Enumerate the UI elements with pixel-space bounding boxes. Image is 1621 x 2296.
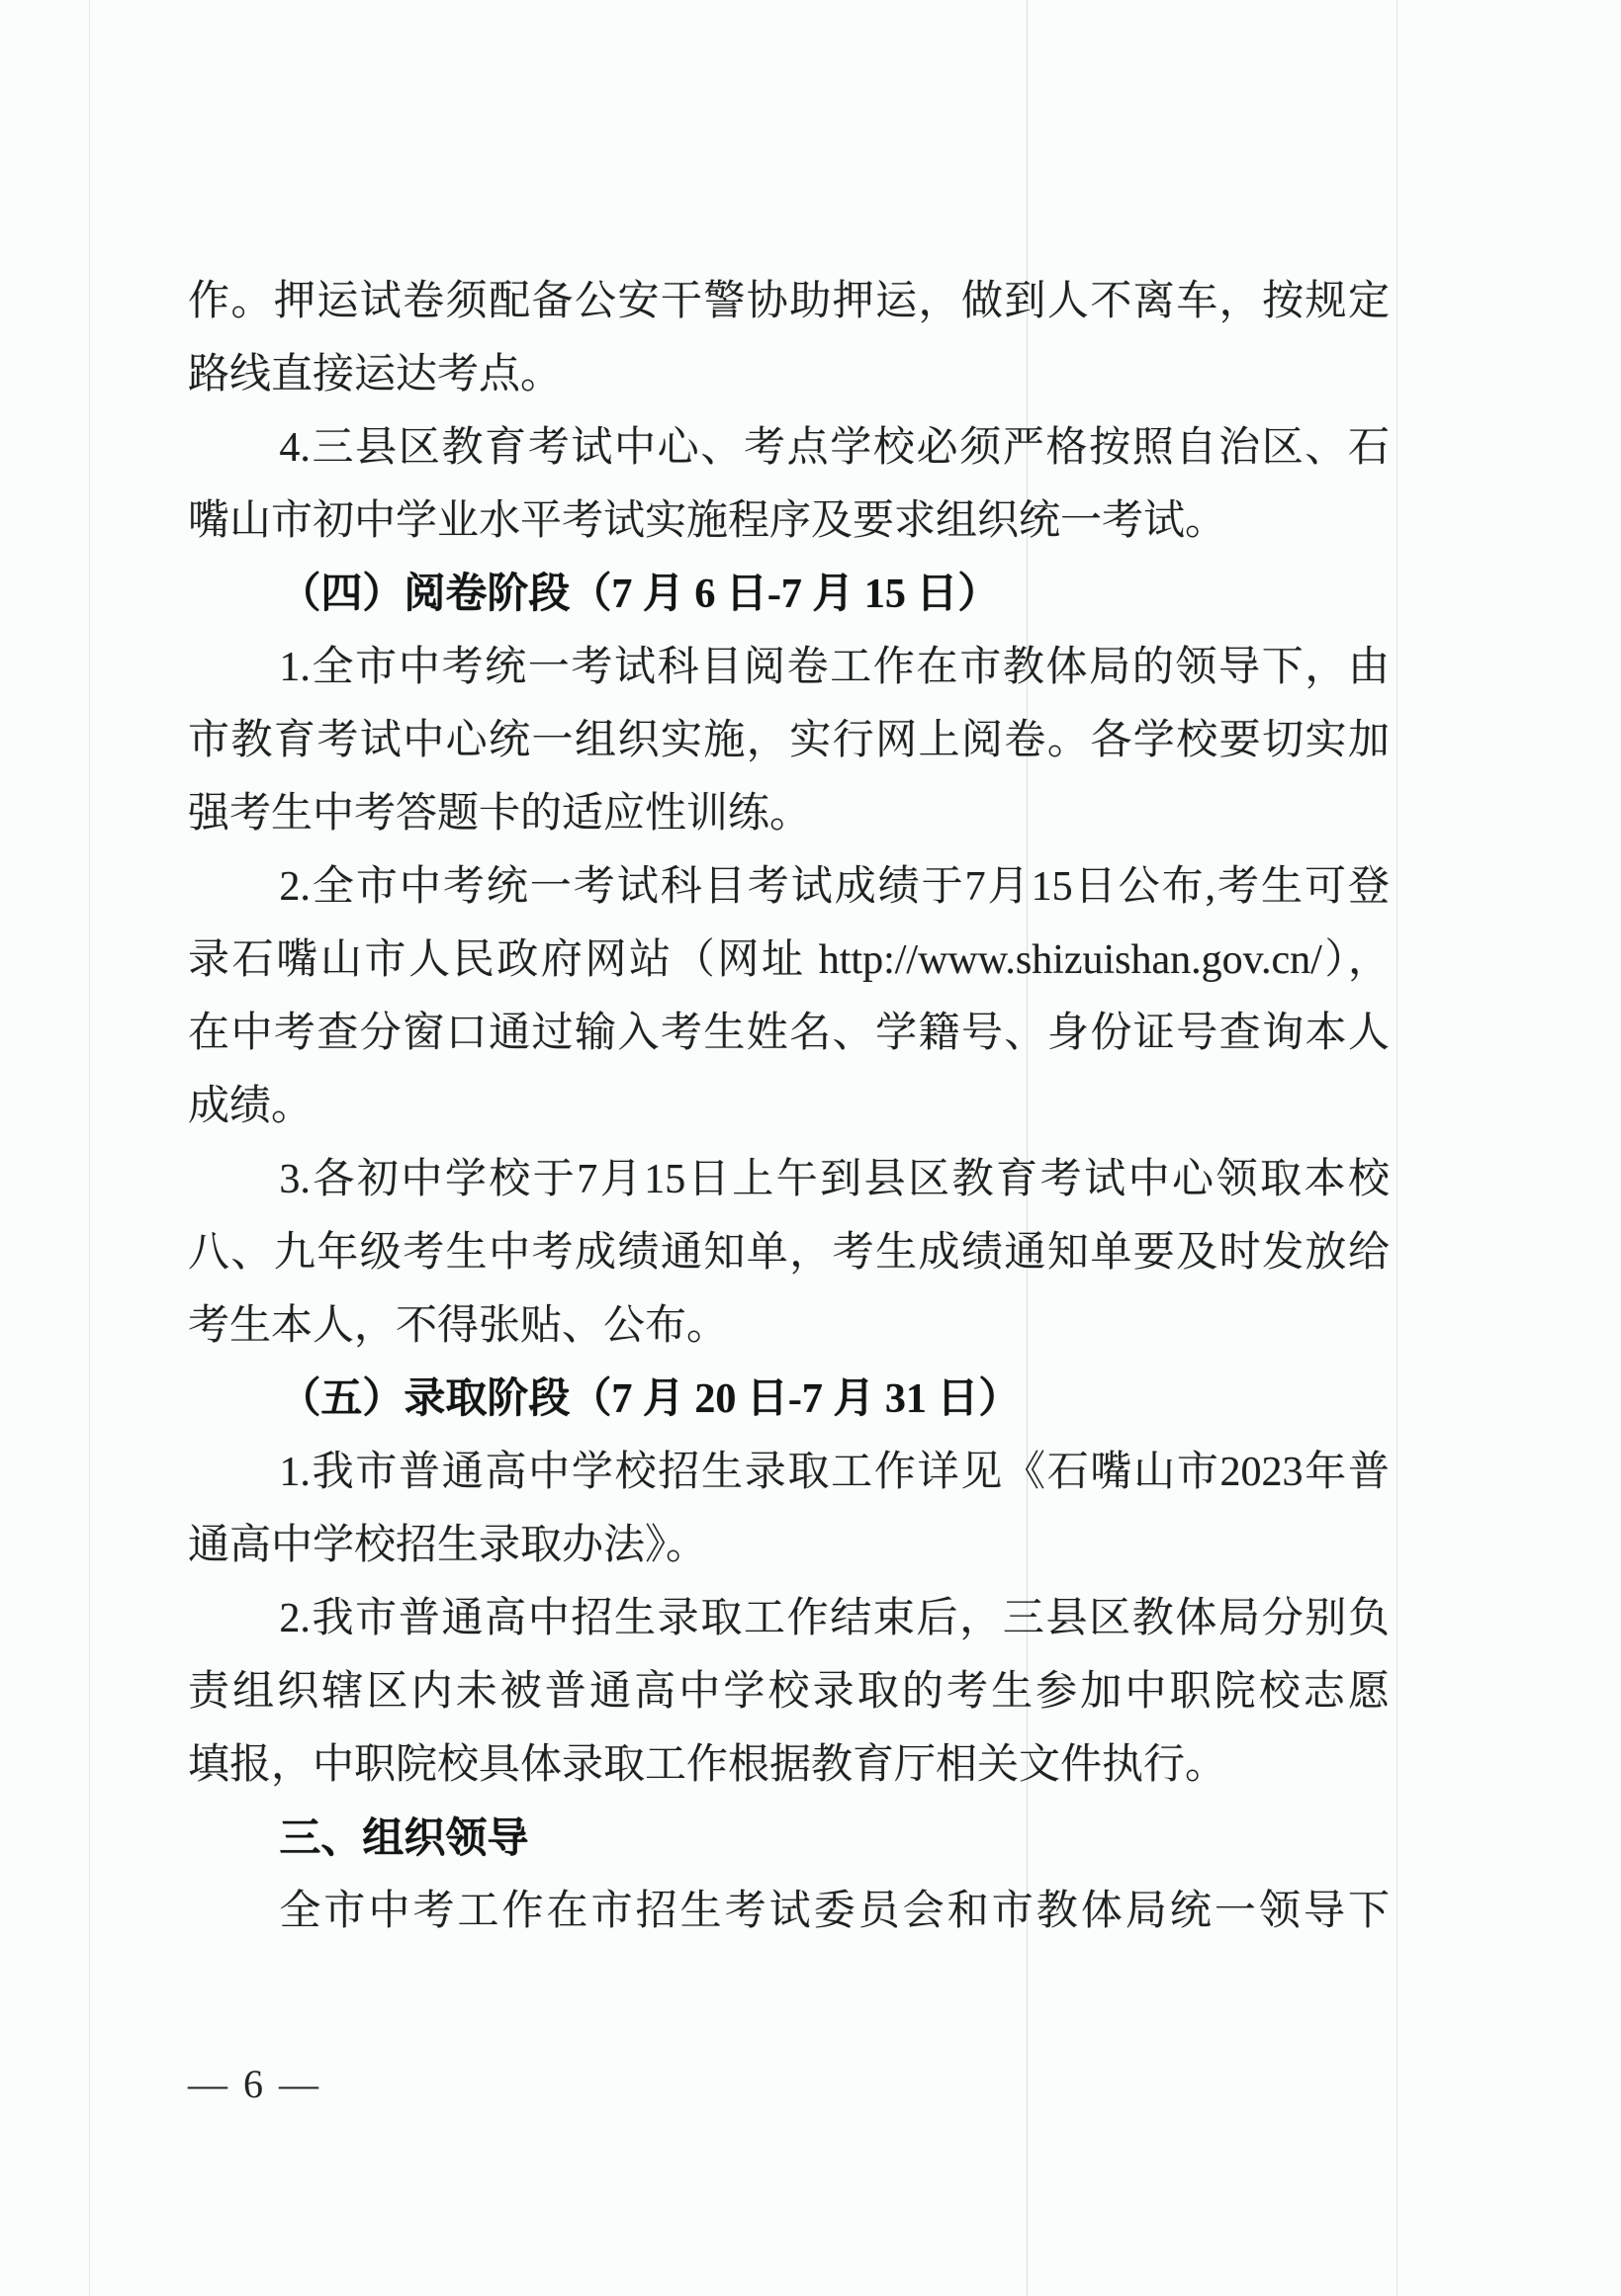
text-line: 强考生中考答题卡的适应性训练。 — [188, 791, 812, 837]
text-line: 成绩。 — [188, 1084, 314, 1129]
text-line: 2.全市中考统一考试科目考试成绩于7月15日公布,考生可登 — [279, 864, 1390, 910]
text-line: 1.全市中考统一考试科目阅卷工作在市教体局的领导下，由 — [279, 645, 1390, 690]
text-line: 录石嘴山市人民政府网站（网址 http://www.shizuishan.gov.cn/）， — [188, 937, 1390, 983]
text-line: 在中考查分窗口通过输入考生姓名、学籍号、身份证号查询本人 — [188, 1011, 1390, 1056]
text-line: 2.我市普通高中招生录取工作结束后，三县区教体局分别负 — [279, 1596, 1390, 1641]
text-line: 4.三县区教育考试中心、考点学校必须严格按照自治区、石 — [279, 425, 1390, 471]
text-line: 填报，中职院校具体录取工作根据教育厅相关文件执行。 — [188, 1742, 1227, 1788]
text-line: 路线直接运达考点。 — [188, 352, 563, 397]
text-line: 三、组织领导 — [279, 1814, 529, 1861]
text-line: 全市中考工作在市招生考试委员会和市教体局统一领导下 — [279, 1889, 1390, 1934]
text-line: 通高中学校招生录取办法》。 — [188, 1523, 708, 1568]
scan-artifact-line — [89, 0, 90, 2296]
text-line: 责组织辖区内未被普通高中学校录取的考生参加中职院校志愿 — [188, 1669, 1390, 1715]
text-line: 嘴山市初中学业水平考试实施程序及要求组织统一考试。 — [188, 498, 1227, 544]
text-line: 考生本人，不得张贴、公布。 — [188, 1303, 729, 1349]
text-line: 市教育考试中心统一组织实施，实行网上阅卷。各学校要切实加 — [188, 718, 1390, 763]
document-body — [188, 265, 1390, 1948]
text-line: （四）阅卷阶段（7 月 6 日-7 月 15 日） — [279, 572, 1000, 617]
text-line: 1.我市普通高中学校招生录取工作详见《石嘴山市2023年普 — [279, 1450, 1390, 1495]
scan-artifact-line — [1396, 0, 1397, 2296]
text-line: （五）录取阶段（7 月 20 日-7 月 31 日） — [279, 1376, 1021, 1422]
text-line: 3.各初中学校于7月15日上午到县区教育考试中心领取本校 — [279, 1157, 1390, 1202]
text-line: 八、九年级考生中考成绩通知单，考生成绩通知单要及时发放给 — [188, 1230, 1390, 1276]
page-footer — [188, 2059, 321, 2110]
page-number: — 6 — — [188, 2062, 321, 2106]
text-line: 作。押运试卷须配备公安干警协助押运，做到人不离车，按规定 — [188, 279, 1390, 324]
